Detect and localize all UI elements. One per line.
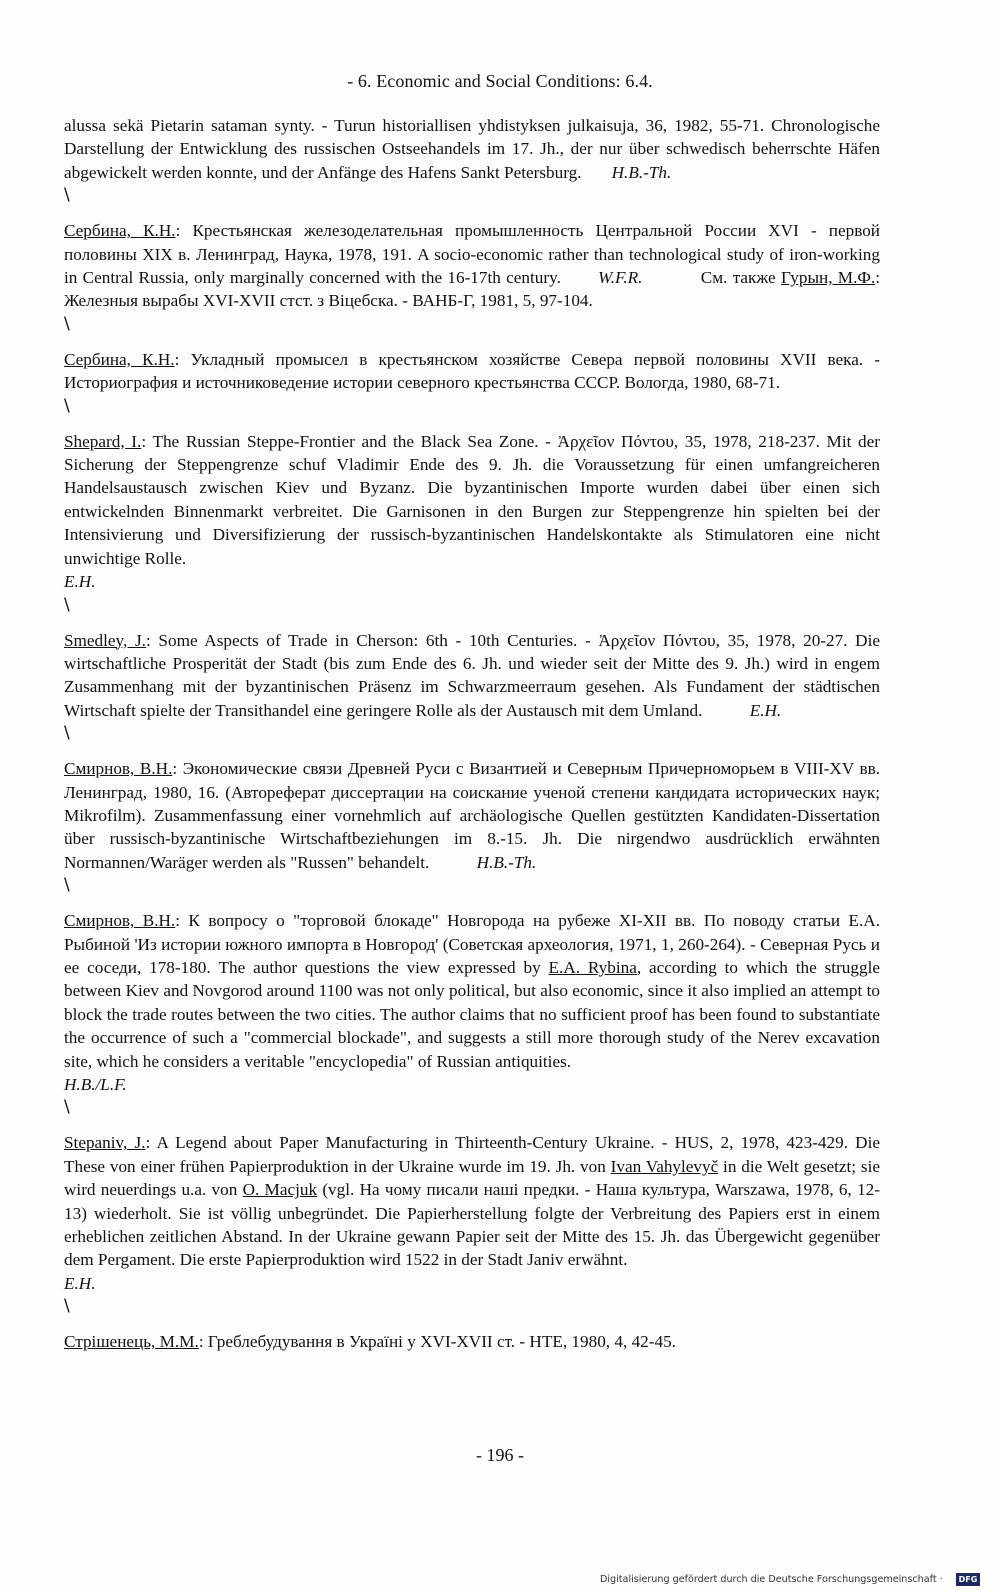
entry-text bbox=[64, 219, 880, 313]
cited-author: O. Macjuk bbox=[242, 1180, 318, 1200]
reviewer-initials: H.B.-Th. bbox=[611, 162, 672, 182]
bibliography-entry bbox=[64, 219, 880, 313]
annotation-text: : Греблебудування в Україні у XVI-XVII ст. - НТЕ, 1980, 4, 42-45. bbox=[198, 1332, 676, 1352]
annotation-text-cont: in die Welt gesetzt; sie wird neuerdings u.a. von bbox=[64, 1156, 880, 1200]
annotation-text: : A Legend about Paper Manufacturing in Thirteenth-Century Ukraine. - HUS, 2, 1978, 423-429. Die These von einer frühen Papierproduktion in der Ukraine wurde im 19. Jh. von bbox=[64, 1133, 880, 1176]
reviewer-initials: H.B.-Th. bbox=[476, 852, 537, 872]
entry-text bbox=[64, 114, 880, 184]
cited-author: E.A. Rybina bbox=[548, 957, 637, 977]
entry-text bbox=[64, 1330, 880, 1353]
entry-text bbox=[64, 430, 880, 570]
reviewer-initials: E.H. bbox=[64, 1273, 96, 1293]
entry-author: Сербина, К.Н. bbox=[64, 221, 176, 241]
cited-author: Ivan Vahylevyč bbox=[610, 1156, 719, 1176]
annotation-text-cont: (vgl. На чому писали наші предки. - Наша культура, Warszawa, 1978, 6, 12-13) wiederholt. Sie ist völlig unbegründet. Die Papierherstellung folgte der Verbreitung des Papiers erst in einem erheblichen zeitlichen Abstand. In der Ukraine gewann Papier seit der Mitte des 15. Jh. das Übergewicht gegenüber dem Pergament. Die erste Papierproduktion wird 1522 in der Stadt Janiv erwähnt. bbox=[64, 1180, 880, 1270]
annotation-text: alussa sekä Pietarin sataman synty. - Turun historiallisen yhdistyksen julkaisuja, 36, 1982, 55-71. Chronologische Darstellung der Entwicklung des russischen Ostseehandels im 17. Jh., der nur über schwedisch beherrschte Häfen abgewickelt werden konnte, und der Anfänge des Hafens Sankt Petersburg. bbox=[64, 116, 880, 182]
entry-author: Смирнов, В.Н. bbox=[64, 759, 173, 779]
entry-author: Smedley, J. bbox=[64, 630, 146, 650]
entry-separator: \ bbox=[64, 395, 70, 416]
page-number: - 196 - bbox=[476, 1445, 524, 1465]
entry-text bbox=[64, 757, 880, 874]
entry-initials-line bbox=[64, 1272, 880, 1295]
reviewer-initials: E.H. bbox=[749, 700, 782, 720]
annotation-text: : Some Aspects of Trade in Cherson: 6th - 10th Centuries. - Ἀρχεῖον Πόντου, 35, 1978, 20-27. Die wirtschaftliche Prosperität der Stadt (bis zum Ende des 6. Jh. und wieder seit der Mitte des 9. Jh.) wird in engem Zusammenhang mit der byzantinischen Präsenz im Schwarzmeerraum gesehen. Als Fundament der städtischen Wirtschaft spielte der Transithandel eine geringere Rolle als der Austausch mit dem Umland. bbox=[64, 630, 880, 720]
bibliography-entry bbox=[64, 1131, 880, 1295]
entry-separator: \ bbox=[64, 1296, 70, 1317]
entry-author: Смирнов, В.Н. bbox=[64, 911, 176, 931]
see-also-author: Гурын, М.Ф. bbox=[780, 268, 876, 288]
annotation-text: : Крестьянская железоделательная промышленность Центральной России XVI - первой половины XIX в. Ленинград, Наука, 1978, 191. A socio-economic rather than technological study of iron-working in Central Russia, only marginally concerned with the 16-17th century. bbox=[64, 221, 880, 288]
running-header: - 6. Economic and Social Conditions: 6.4. bbox=[347, 71, 653, 91]
reviewer-initials: W.F.R. bbox=[598, 268, 643, 288]
entry-separator: \ bbox=[64, 723, 70, 744]
entry-author: Стрішенець, М.М. bbox=[64, 1332, 199, 1352]
bibliography-entry bbox=[64, 114, 880, 184]
entry-separator: \ bbox=[64, 185, 70, 206]
bibliography-entry bbox=[64, 1330, 880, 1353]
bibliography-entry bbox=[64, 348, 880, 395]
bibliography-entry bbox=[64, 430, 880, 594]
annotation-text: : Укладный промысел в крестьянском хозяйстве Севера первой половины XVII века. - Историография и источниковедение истории северного крестьянства СССР. Вологда, 1980, 68-71. bbox=[64, 349, 880, 393]
annotation-text: : The Russian Steppe-Frontier and the Black Sea Zone. - Ἀρχεῖον Πόντου, 35, 1978, 218-237. Mit der Sicherung der Steppengrenze schuf Vladimir Ende des 9. Jh. die Voraussetzung für einen umfangreicheren Handelsaustausch zwischen Kiev und Byzanz. Die byzantinischen Importe wurden dabei über einen sich entwickelnden Binnenmarkt verbreitet. Die Garnisonen in den Burgen zur Steppengrenze hin spielten bei der Intensivierung und Diversifizierung der russisch-byzantinischen Handelskontakte als Stimulatoren eine nicht unwichtige Rolle. bbox=[64, 431, 880, 568]
entry-separator: \ bbox=[64, 313, 70, 334]
entry-author: Stepaniv, J. bbox=[64, 1133, 146, 1153]
entry-text bbox=[64, 348, 880, 395]
reviewer-initials: E.H. bbox=[64, 572, 96, 592]
bibliography-entry bbox=[64, 629, 880, 723]
entry-separator: \ bbox=[64, 594, 70, 615]
annotation-text: : К вопросу о "торговой блокаде" Новгорода на рубеже XI-XII вв. По поводу статьи Е.А. Рыбиной 'Из истории южного импорта в Новгород' (Советская археология, 1971, 1, 260-264). - Северная Русь и ее соседи, 178-180. The author questions the view expressed by bbox=[64, 911, 880, 977]
entry-author: Сербина, К.Н. bbox=[64, 349, 175, 369]
entry-separator: \ bbox=[64, 875, 70, 896]
dfg-logo: DFG bbox=[956, 1573, 980, 1586]
entry-text bbox=[64, 629, 880, 723]
see-also-label: См. также bbox=[700, 268, 776, 288]
entry-author: Shepard, I. bbox=[64, 431, 142, 451]
entry-separator: \ bbox=[64, 1097, 70, 1118]
annotation-text: : Экономические связи Древней Руси с Византией и Северным Причерноморьем в VIII-XV вв. Ленинград, 1980, 16. (Автореферат диссертации на соискание ученой степени кандидата исторических наук; Mikrofilm). Zusammenfassung einer vornehmlich auf archäologische Quellen gestützten Kandidaten-Dissertation über russisch-byzantinische Wirtschaftbeziehungen im 8.-15. Jh. Die nirgendwo ausdrücklich erwähnten Normannen/Waräger werden als "Russen" behandelt. bbox=[64, 759, 881, 872]
bibliography-list bbox=[64, 114, 880, 1354]
entry-text bbox=[64, 1131, 880, 1271]
bibliography-entry bbox=[64, 909, 880, 1096]
entry-initials-line bbox=[64, 570, 880, 593]
digitization-credit: Digitalisierung gefördert durch die Deutsche Forschungsgemeinschaft · bbox=[600, 1574, 943, 1585]
reviewer-initials: H.B./L.F. bbox=[64, 1075, 127, 1094]
entry-text bbox=[64, 909, 880, 1073]
see-also-text: : Железныя вырабы XVI-XVII стст. з Віцебска. - ВАНБ-Г, 1981, 5, 97-104. bbox=[64, 268, 881, 311]
entry-initials-line bbox=[64, 1073, 880, 1096]
bibliography-entry bbox=[64, 757, 880, 874]
annotation-text-cont: , according to which the struggle between Kiev and Novgorod around 1100 was not only political, but also economic, since it also implied an attempt to block the trade routes between the two cities. The author claims that no sufficient proof has been found to substantiate the occurrence of such a "commercial blockade", and suggests a still more thorough study of the Nerev excavation site, which he considers a veritable "encyclopedia" of Russian antiquities. bbox=[64, 957, 880, 1071]
